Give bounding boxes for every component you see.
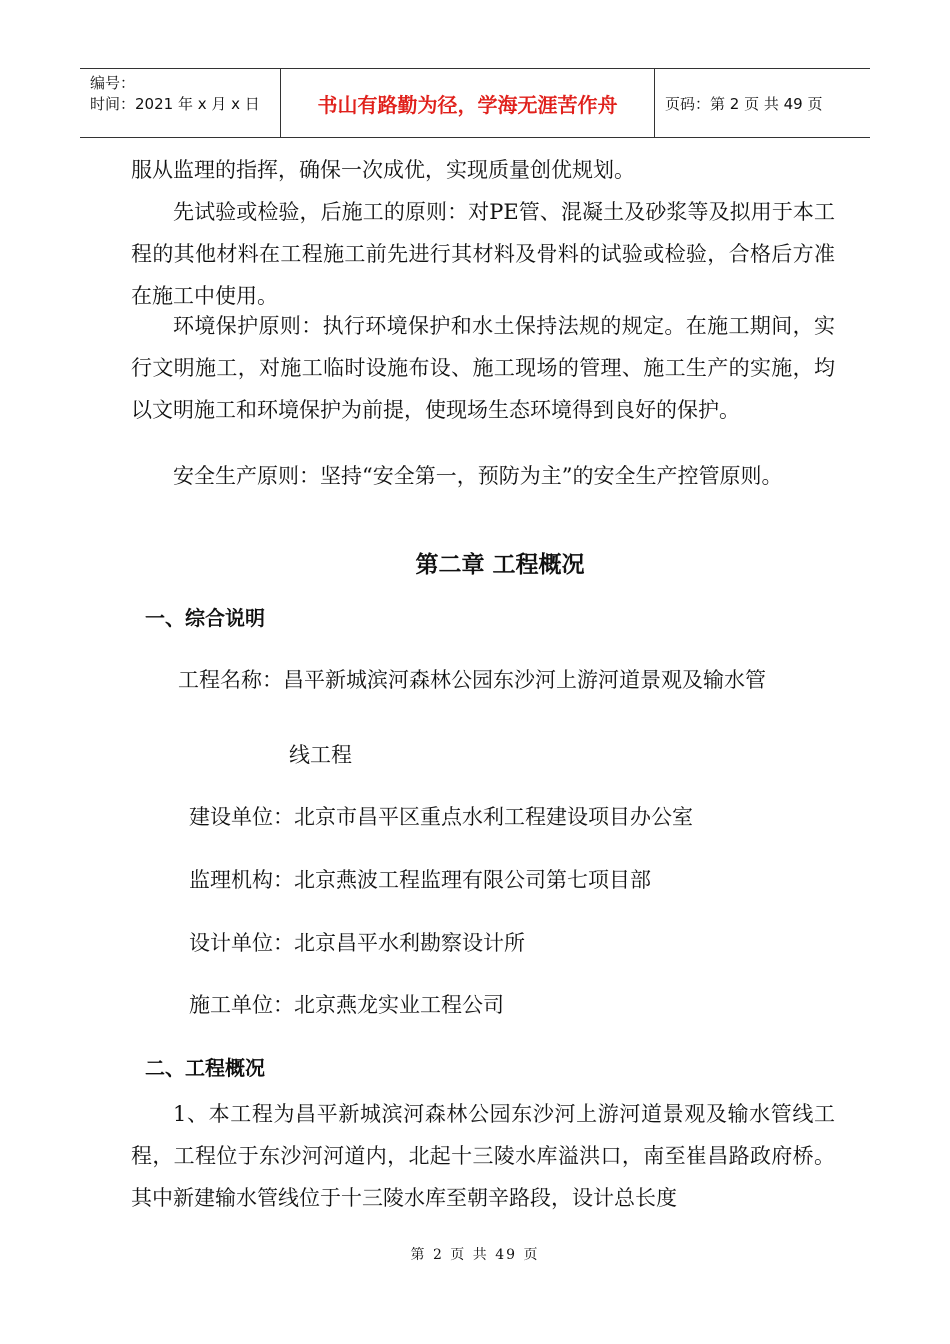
project-paragraph-1: 1、本工程为昌平新城滨河森林公园东沙河上游河道景观及输水管线工程，工程位于东沙河河道内，北起十三陵水库溢洪口，南至崔昌路政府桥。其中新建输水管线位于十三陵水库至朝辛路段，设计总长度	[131, 1102, 835, 1210]
header-time: 时间：2021 年 x 月 x 日	[90, 95, 260, 113]
section-heading-overview: 一、综合说明	[145, 606, 265, 630]
paragraph-2: 先试验或检验，后施工的原则：对PE管、混凝土及砂浆等及拟用于本工程的其他材料在工程施工前先进行其材料及骨料的试验或检验，合格后方准在施工中使用。	[131, 200, 835, 308]
section-heading-project: 二、工程概况	[145, 1056, 265, 1080]
supervisor-unit: 监理机构：北京燕波工程监理有限公司第七项目部	[189, 868, 651, 892]
paragraph-4: 安全生产原则：坚持“安全第一，预防为主”的安全生产控管原则。	[173, 464, 783, 488]
page-header	[80, 68, 870, 138]
header-page-info: 页码：第 2 页 共 49 页	[665, 94, 823, 113]
owner-unit: 建设单位：北京市昌平区重点水利工程建设项目办公室	[189, 805, 693, 829]
header-meta	[80, 69, 281, 137]
page-footer: 第 2 页 共 49 页	[410, 1247, 540, 1263]
header-number: 编号：	[90, 74, 136, 92]
header-motto: 书山有路勤为径，学海无涯苦作舟	[281, 69, 655, 137]
project-name-line1: 工程名称：昌平新城滨河森林公园东沙河上游河道景观及输水管	[178, 668, 766, 692]
paragraph-3: 环境保护原则：执行环境保护和水土保持法规的规定。在施工期间，实行文明施工，对施工临时设施布设、施工现场的管理、施工生产的实施，均以文明施工和环境保护为前提，使现场生态环境得到良好的保护。	[131, 314, 835, 422]
project-name-line2: 线工程	[289, 743, 352, 767]
chapter-title: 第二章 工程概况	[415, 552, 585, 578]
construction-unit: 施工单位：北京燕龙实业工程公司	[189, 993, 504, 1017]
design-unit: 设计单位：北京昌平水利勘察设计所	[189, 931, 525, 955]
paragraph-1: 服从监理的指挥，确保一次成优，实现质量创优规划。	[131, 158, 635, 182]
